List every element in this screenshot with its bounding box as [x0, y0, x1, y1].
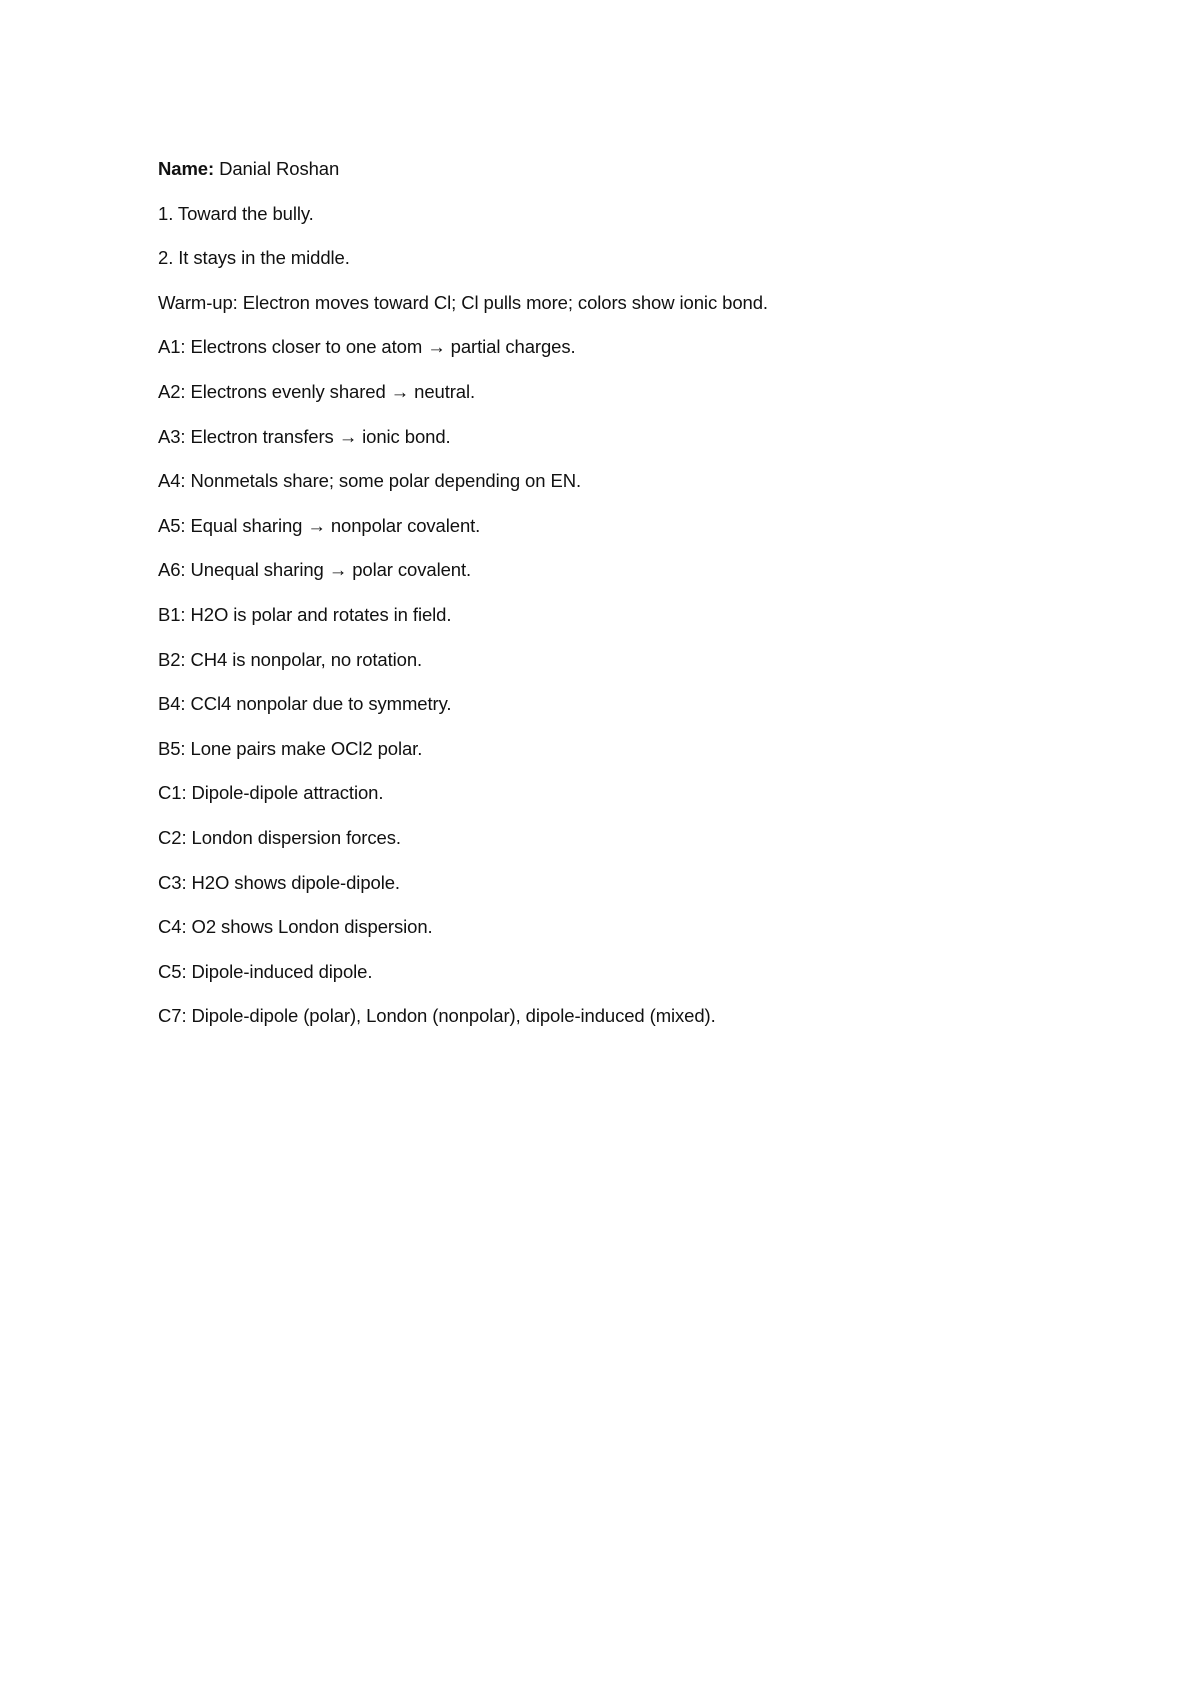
answer-line: B1: H2O is polar and rotates in field.: [158, 603, 452, 625]
answer-line: C4: O2 shows London dispersion.: [158, 916, 433, 938]
answer-line: 1. Toward the bully.: [158, 202, 314, 224]
answer-line: A2: Electrons evenly shared → neutral.: [158, 380, 476, 402]
name-label: Name:: [158, 158, 215, 179]
answer-line: B4: CCl4 nonpolar due to symmetry.: [158, 693, 452, 715]
answer-line: 2. It stays in the middle.: [158, 247, 350, 269]
answer-line: C2: London dispersion forces.: [158, 826, 401, 848]
answer-line: C1: Dipole-dipole attraction.: [158, 782, 384, 804]
name-line: [158, 158, 1058, 180]
answer-line: A4: Nonmetals share; some polar depending on EN.: [158, 470, 582, 492]
answer-line: C5: Dipole-induced dipole.: [158, 960, 373, 982]
document-body: [158, 158, 1058, 1050]
answer-line: A3: Electron transfers → ionic bond.: [158, 425, 451, 447]
answer-line: B2: CH4 is nonpolar, no rotation.: [158, 648, 423, 670]
answer-line: C3: H2O shows dipole-dipole.: [158, 871, 400, 893]
answer-line: A6: Unequal sharing → polar covalent.: [158, 559, 472, 581]
answer-line: A1: Electrons closer to one atom → partial charges.: [158, 336, 576, 358]
answer-line: A5: Equal sharing → nonpolar covalent.: [158, 514, 481, 536]
name-value: Danial Roshan: [219, 158, 340, 179]
answer-line: Warm-up: Electron moves toward Cl; Cl pulls more; colors show ionic bond.: [158, 291, 768, 313]
answer-line: C7: Dipole-dipole (polar), London (nonpolar), dipole-induced (mixed).: [158, 1005, 716, 1027]
answer-line: B5: Lone pairs make OCl2 polar.: [158, 737, 423, 759]
